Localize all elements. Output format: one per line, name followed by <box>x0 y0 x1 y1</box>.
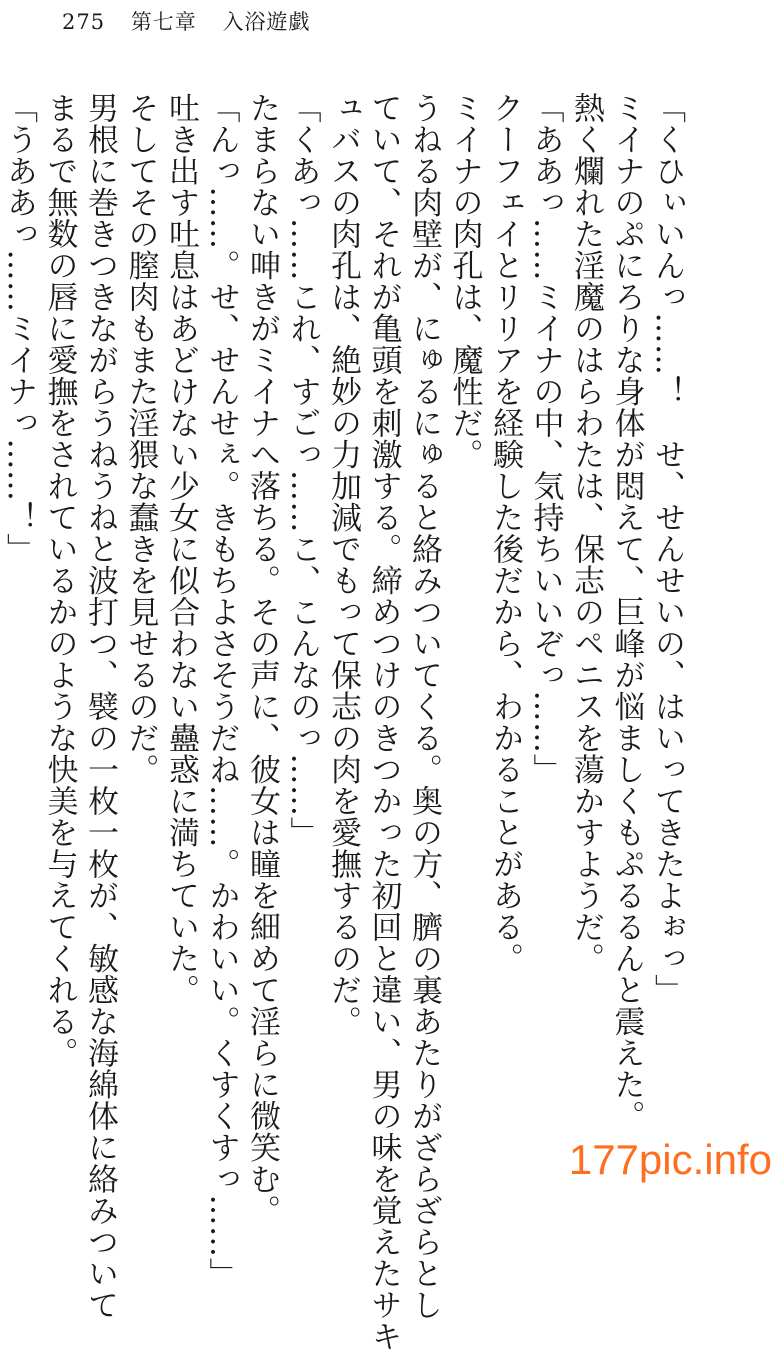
text-line: 男根に巻きつきながらうねうねと波打つ、襞の一枚一枚が、敏感な海綿体に絡みついて <box>82 92 118 1321</box>
page-number: 275 <box>62 10 106 34</box>
text-line: ていて、それが亀頭を刺激する。締めつけのきつかった初回と違い、男の味を覚えたサキ <box>365 92 402 1352</box>
text-line: まるで無数の唇に愛撫をされているかのような快美を与えてくれる。 <box>41 92 78 1069</box>
chapter-title: 入浴遊戯 <box>222 10 311 34</box>
text-line: 「うああっ……ミイナっ……！」 <box>1 92 37 565</box>
text-line: クーフェイとリリアを経験した後だから、わかることがある。 <box>487 92 523 974</box>
text-line: 「んっ……。せ、せんせぇ。きもちよさそうだね……。かわいい。くすくすっ……」 <box>203 92 240 1289</box>
running-header <box>62 6 310 36</box>
watermark: 177pic.info <box>568 1136 772 1183</box>
text-line: 「ああっ……ミイナの中、気持ちいいぞっ……」 <box>527 92 564 785</box>
text-line: ュバスの肉孔は、絶妙の力加減でもって保志の肉を愛撫するのだ。 <box>325 92 361 1037</box>
text-line: 「くあっ……これ、すごっ……こ、こんなのっ……」 <box>284 92 321 848</box>
chapter-label: 第七章 <box>130 10 197 34</box>
text-line: そしてその膣肉もまた淫猥な蠢きを見せるのだ。 <box>122 92 159 785</box>
text-line: たまらない呻きがミイナへ落ちる。その声に、彼女は瞳を細めて淫らに微笑む。 <box>244 92 280 1226</box>
text-line: ミイナのぷにろりな身体が悶えて、巨峰が悩ましくもぷるるんと震えた。 <box>608 92 645 1132</box>
text-line: 吐き出す吐息はあどけない少女に似合わない蠱惑に満ちていた。 <box>163 92 199 1006</box>
text-line: うねる肉壁が、にゅるにゅると絡みついてくる。奥の方、臍の裏あたりがざらざらとし <box>406 92 442 1321</box>
text-line: 熱く爛れた淫魔のはらわたは、保志のペニスを蕩かすようだ。 <box>568 92 604 974</box>
text-line: 「くひぃいんっ……！ せ、せんせいの、はいってきたよぉっ」 <box>649 92 685 1006</box>
text-line: ミイナの肉孔は、魔性だ。 <box>446 92 483 470</box>
